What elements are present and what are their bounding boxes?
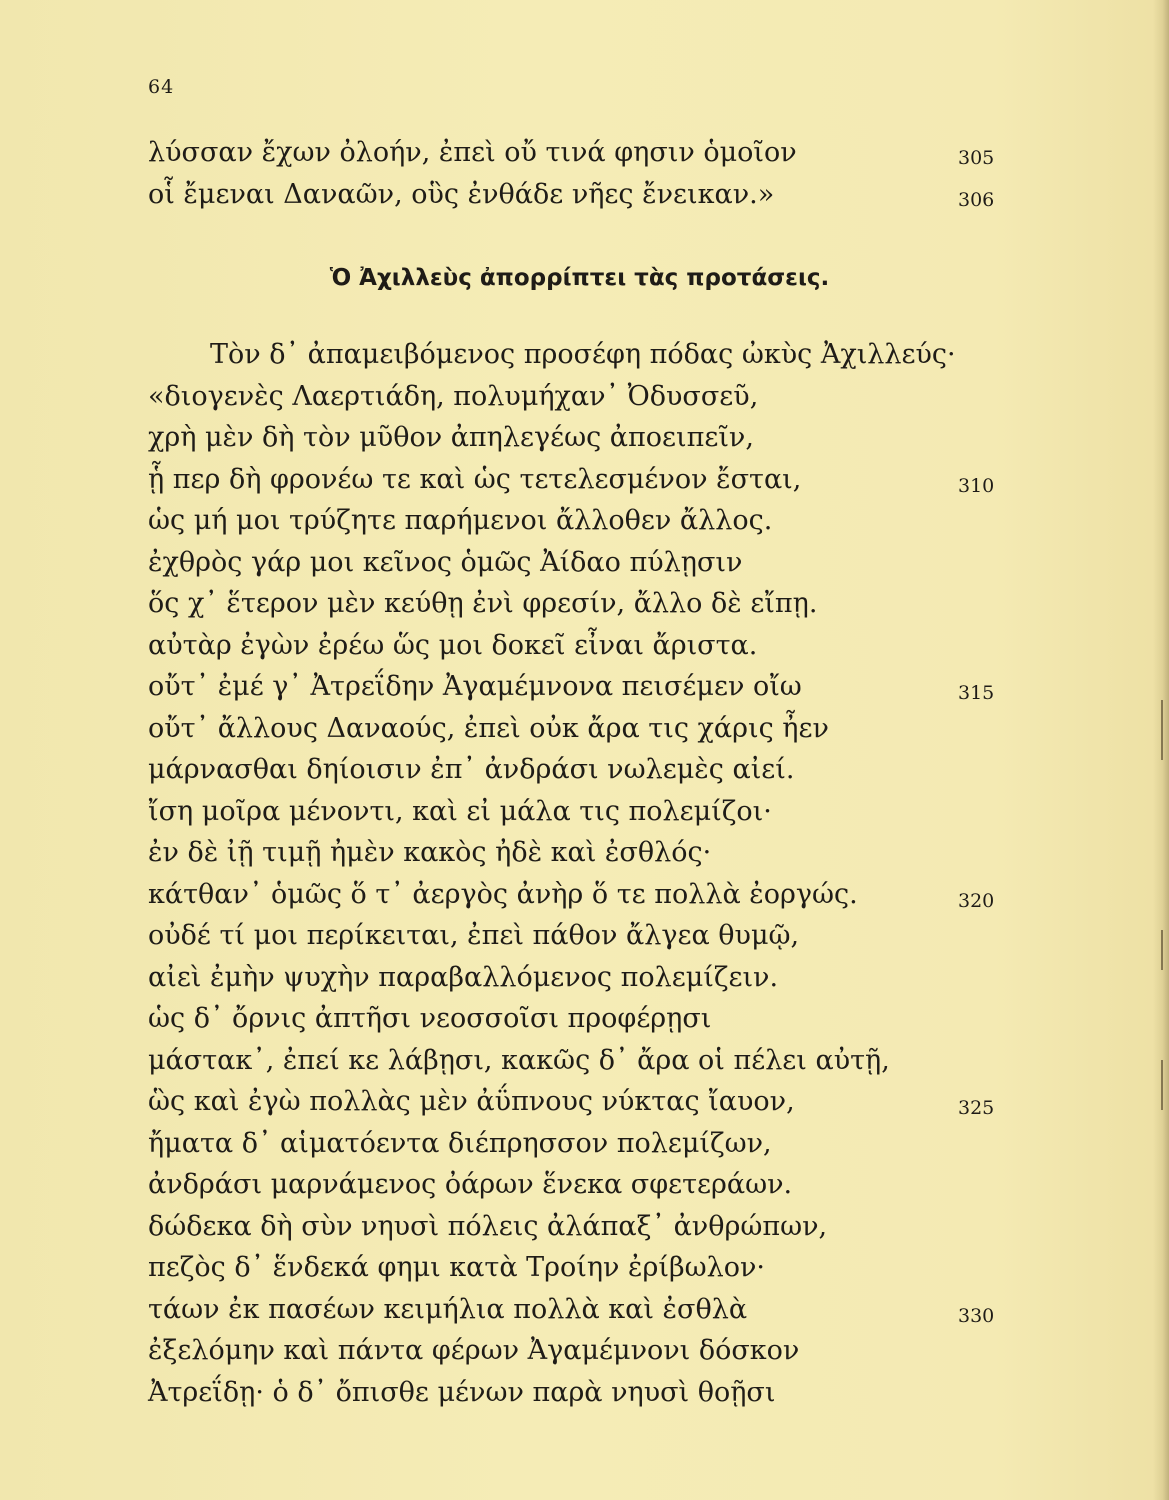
verse-line: ὡς δ᾽ ὄρνις ἀπτῆσι νεοσσοῖσι προφέρῃσι [148, 1003, 712, 1034]
verse-line: οἷ ἔμεναι Δαναῶν, οὓς ἐνθάδε νῆες ἔνεικαν.» [148, 179, 775, 210]
line-number: 310 [958, 475, 995, 497]
verse-line: οὔτ᾽ ἄλλους Δαναούς, ἐπεὶ οὐκ ἄρα τις χάρις ἦεν [148, 713, 829, 744]
verse-line: Τὸν δ᾽ ἀπαμειβόμενος προσέφη πόδας ὠκὺς Ἀχιλλεύς· [210, 339, 956, 370]
verse-line: αὐτὰρ ἐγὼν ἐρέω ὥς μοι δοκεῖ εἶναι ἄριστα. [148, 630, 758, 661]
line-number: 315 [958, 682, 995, 704]
verse-line: ἐν δὲ ἰῇ τιμῇ ἠμὲν κακὸς ἠδὲ καὶ ἐσθλός· [148, 837, 712, 868]
line-number: 305 [958, 147, 995, 169]
verse-line: αἰεὶ ἐμὴν ψυχὴν παραβαλλόμενος πολεμίζειν. [148, 962, 779, 993]
page-edge-mark [1161, 1060, 1163, 1110]
verse-line: ἤματα δ᾽ αἱματόεντα διέπρησσον πολεμίζων, [148, 1128, 772, 1159]
verse-line: πεζὸς δ᾽ ἕνδεκά φημι κατὰ Τροίην ἐρίβωλον· [148, 1252, 765, 1283]
verse-line: ἐξελόμην καὶ πάντα φέρων Ἀγαμέμνονι δόσκον [148, 1335, 800, 1366]
section-heading [0, 262, 1169, 294]
verse-line: χρὴ μὲν δὴ τὸν μῦθον ἀπηλεγέως ἀποειπεῖν, [148, 422, 754, 453]
page-edge-mark [1161, 700, 1163, 760]
verse-line: Ἀτρεΐδῃ· ὁ δ᾽ ὄπισθε μένων παρὰ νηυσὶ θοῇσι [148, 1377, 776, 1408]
line-number: 306 [958, 189, 995, 211]
verse-line: τάων ἐκ πασέων κειμήλια πολλὰ καὶ ἐσθλὰ [148, 1294, 748, 1325]
verse-line: ἐχθρὸς γάρ μοι κεῖνος ὁμῶς Ἀίδαο πύλῃσιν [148, 547, 743, 578]
verse-line: οὐδέ τί μοι περίκειται, ἐπεὶ πάθον ἄλγεα θυμῷ, [148, 920, 800, 951]
verse-line: μάρνασθαι δηίοισιν ἐπ᾽ ἀνδράσι νωλεμὲς αἰεί. [148, 754, 795, 785]
verse-line: μάστακ᾽, ἐπεί κε λάβῃσι, κακῶς δ᾽ ἄρα οἱ πέλει αὐτῇ, [148, 1045, 890, 1076]
line-number: 325 [958, 1097, 995, 1119]
line-number: 330 [958, 1305, 995, 1327]
line-number: 320 [958, 890, 995, 912]
verse-line: ὡς μή μοι τρύζητε παρήμενοι ἄλλοθεν ἄλλος. [148, 505, 773, 536]
verse-line: ᾗ περ δὴ φρονέω τε καὶ ὡς τετελεσμένον ἔσται, [148, 464, 802, 495]
verse-line: κάτθαν᾽ ὁμῶς ὅ τ᾽ ἀεργὸς ἀνὴρ ὅ τε πολλὰ ἐοργώς. [148, 879, 858, 910]
verse-line: δώδεκα δὴ σὺν νηυσὶ πόλεις ἀλάπαξ᾽ ἀνθρώπων, [148, 1211, 828, 1242]
verse-line: ὣς καὶ ἐγὼ πολλὰς μὲν ἀΰπνους νύκτας ἴαυον, [148, 1086, 795, 1117]
verse-line: ὅς χ᾽ ἕτερον μὲν κεύθῃ ἐνὶ φρεσίν, ἄλλο δὲ εἴπῃ. [148, 588, 818, 619]
page-number: 64 [148, 76, 175, 98]
verse-line: οὔτ᾽ ἐμέ γ᾽ Ἀτρεΐδην Ἀγαμέμνονα πεισέμεν οἴω [148, 671, 802, 702]
page-edge-mark [1161, 930, 1163, 970]
verse-line: λύσσαν ἔχων ὀλοήν, ἐπεὶ οὔ τινά φησιν ὁμοῖον [148, 137, 797, 168]
verse-line: ἴση μοῖρα μένοντι, καὶ εἰ μάλα τις πολεμίζοι· [148, 796, 772, 827]
verse-line: «διογενὲς Λαερτιάδη, πολυμήχαν᾽ Ὀδυσσεῦ, [148, 381, 759, 412]
section-heading-text: Ὁ Ἀχιλλεὺς ἀπορρίπτει τὰς προτάσεις. [329, 265, 830, 291]
verse-line: ἀνδράσι μαρνάμενος ὀάρων ἕνεκα σφετεράων. [148, 1169, 793, 1200]
